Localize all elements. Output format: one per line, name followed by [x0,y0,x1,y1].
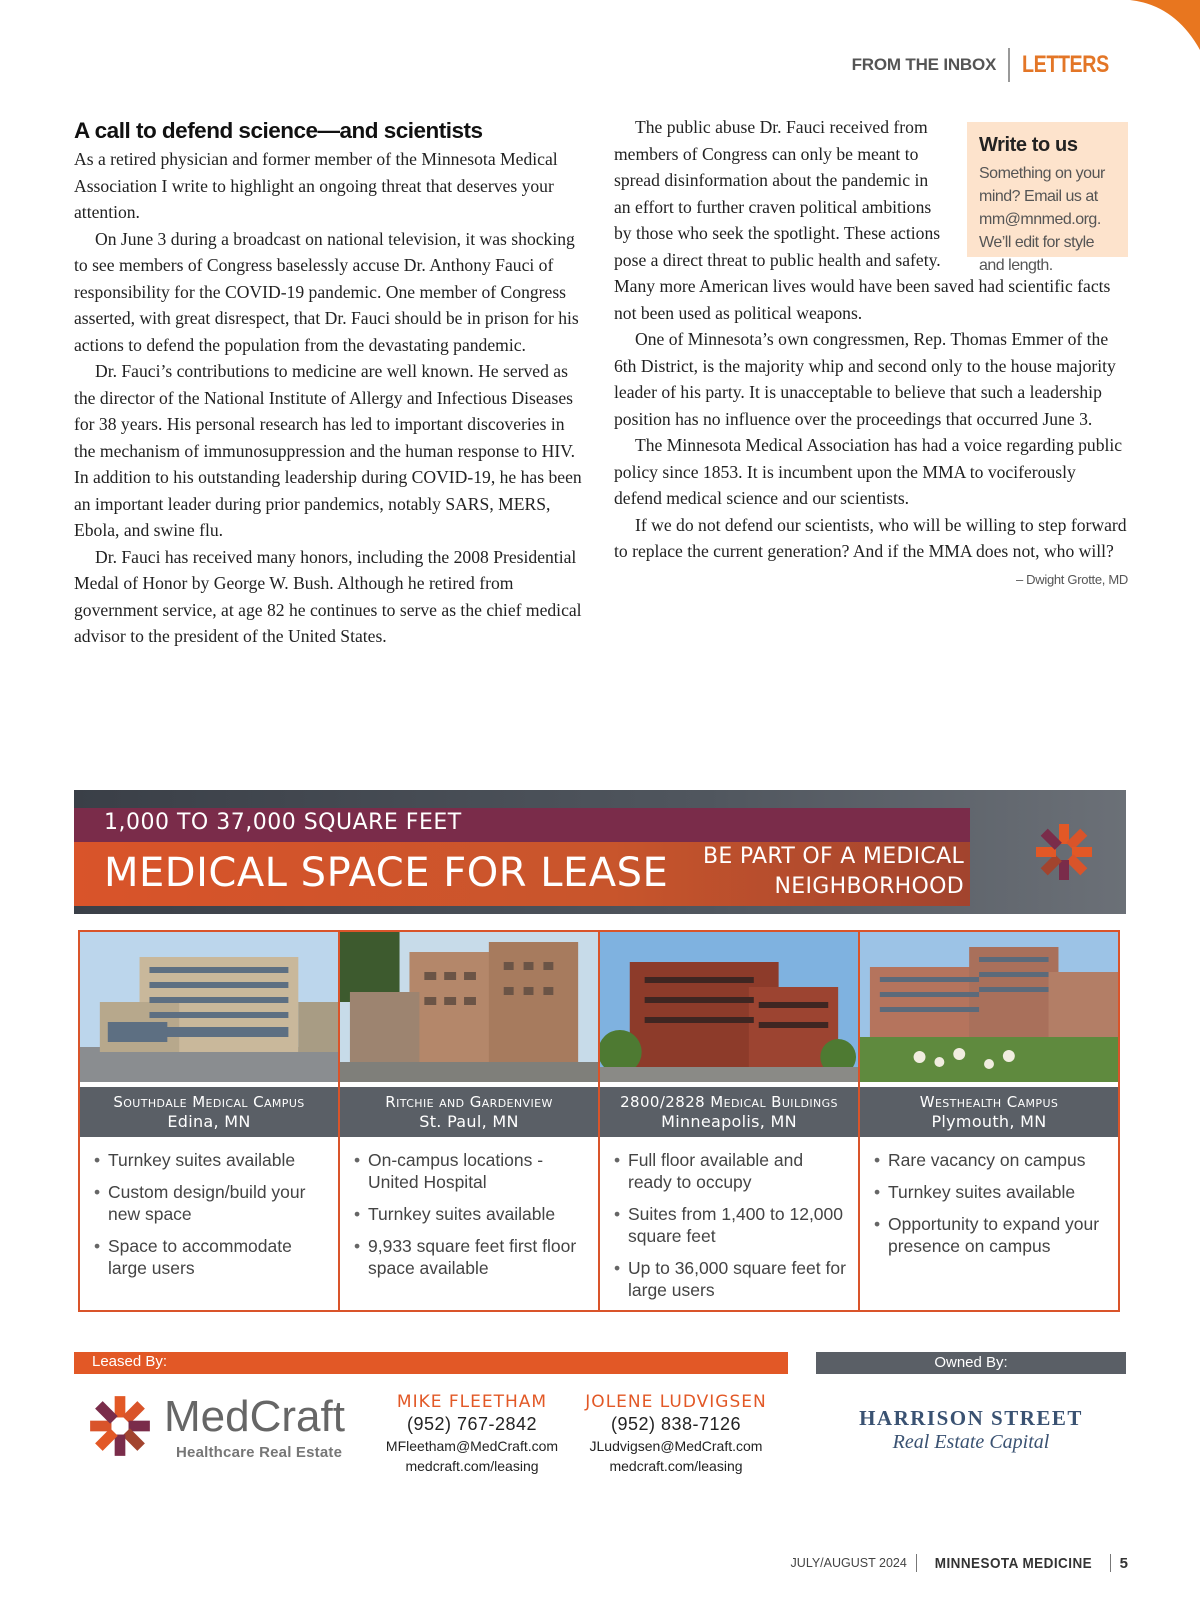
footer-divider [1110,1554,1111,1572]
campus-name: Southdale Medical Campus [113,1093,305,1111]
campus-photo [340,932,598,1082]
feature-item: • Opportunity to expand your presence on campus [888,1213,1110,1257]
feature-item: • On-campus locations - United Hospital [368,1149,590,1193]
write-to-us-box [967,122,1128,274]
medical-space-ad [74,790,1126,1490]
section-label: FROM THE INBOX [851,55,997,74]
issue-date: JULY/AUGUST 2024 [790,1556,907,1570]
running-header [852,48,1128,82]
owner-subtitle: Real Estate Capital [892,1431,1050,1453]
corner-accent [1120,0,1200,70]
campus-card [600,932,860,1310]
letter-signoff: – Dwight Grotte, MD [1015,571,1128,587]
medcraft-logo-icon [88,1394,152,1458]
campus-city: Edina, MN [167,1112,251,1131]
contact-website: medcraft.com/leasing [405,1458,539,1474]
feature-item: • Space to accommodate large users [108,1235,330,1279]
contact-card [372,1392,572,1476]
owner-name: HARRISON STREET [859,1406,1083,1430]
letter-paragraph: On June 3 during a broadcast on national television, it was shocking to see members of Congress baselessly accuse Dr. Anthony Fauci of responsibility for the COVID-19 pandemic. One member of Congress asserted, with great disrespect, that Dr. Fauci should be in prison for his actions to defend the population from the devastating pandemic. [74,228,579,355]
campus-card [80,932,340,1310]
campus-city: Minneapolis, MN [661,1112,797,1131]
campus-caption [340,1087,598,1137]
ad-banner [74,790,1126,914]
page-footer [791,1554,1128,1572]
feature-item: • Turnkey suites available [108,1149,330,1171]
write-to-us-body: Something on your mind? Email us at mm@mnmed.org. We’ll edit for style and length. [979,164,1105,274]
campus-city: St. Paul, MN [419,1112,519,1131]
page-number: 5 [1119,1554,1128,1572]
campus-cards [78,930,1120,1312]
ad-headline: MEDICAL SPACE FOR LEASE [104,850,669,896]
feature-item: • Rare vacancy on campus [888,1149,1110,1171]
campus-features [860,1149,1118,1257]
letter-headline: A call to defend science—and scientists [74,118,483,143]
campus-name: 2800/2828 Medical Buildings [620,1093,838,1111]
campus-card [860,932,1118,1310]
letter-column-right [614,114,1128,593]
letter-paragraph: Dr. Fauci has received many honors, including the 2008 Presidential Medal of Honor by George W. Bush. Although he retired from government service, at age 82 he continues to serve as the chief medical advisor to the president of the United States. [74,546,582,646]
contact-name: JOLENE LUDVIGSEN [585,1392,767,1412]
contact-card [576,1392,776,1476]
campus-caption [860,1087,1118,1137]
feature-item: • Turnkey suites available [888,1181,1110,1203]
campus-features [600,1149,858,1301]
owned-by-label: Owned By: [934,1354,1008,1371]
letter-column-left [74,114,582,650]
department-label: LETTERS [1022,51,1109,78]
contact-phone: (952) 838-7126 [610,1414,742,1434]
campus-photo [860,932,1118,1082]
size-line: 1,000 TO 37,000 SQUARE FEET [104,810,462,835]
feature-item: • Custom design/build your new space [108,1181,330,1225]
feature-item: • 9,933 square feet first floor space available [368,1235,590,1279]
logo-subtitle: Healthcare Real Estate [176,1444,343,1461]
owner-logo [816,1406,1126,1454]
headline-band [74,842,970,906]
campus-features [80,1149,338,1279]
letter-paragraph: The Minnesota Medical Association has had a voice regarding public policy since 1853. It is incumbent upon the MMA to vociferously defend medical science and our scientists. [614,435,1123,508]
medcraft-star-icon [1034,822,1094,882]
contact-website: medcraft.com/leasing [609,1458,743,1474]
feature-item: • Turnkey suites available [368,1203,590,1225]
contact-email: JLudvigsen@MedCraft.com [589,1438,763,1454]
logo-name: MedCraft [164,1392,345,1441]
header-divider [1008,48,1010,82]
contact-name: MIKE FLEETHAM [396,1392,548,1412]
size-band [74,808,970,842]
letter-paragraph: One of Minnesota’s own congressmen, Rep. Thomas Emmer of the 6th District, is the majority whip and second only to the house majority leader of his party. It is unacceptable to believe that such a leadership position has no influence over the proceedings that occurred June 3. [614,329,1116,429]
campus-photo [80,932,338,1082]
campus-caption [600,1087,858,1137]
leased-by-bar [74,1352,788,1374]
leased-by-label: Leased By: [92,1353,168,1370]
magazine-name: MINNESOTA MEDICINE [934,1554,1092,1572]
letter-paragraph: Dr. Fauci’s contributions to medicine are well known. He served as the director of the National Institute of Allergy and Infectious Diseases for 38 years. His personal research has led to important discoveries in the mechanism of immunosuppression and the human response to HIV. In addition to his outstanding leadership during COVID-19, he has been an important leader during prior pandemics, notably SARS, MERS, Ebola, and swine flu. [74,361,582,540]
campus-card [340,932,600,1310]
campus-city: Plymouth, MN [931,1112,1047,1131]
contact-phone: (952) 767-2842 [406,1414,538,1434]
owned-by-bar [816,1352,1126,1374]
letter-paragraph: The public abuse Dr. Fauci received from members of Congress can only be meant to spread disinformation about the pandemic in an effort to further craven political ambitions by those who seek the spotlight. These actions pose a direct threat to public health and safety. Many more American lives would have been saved had scientific facts not been used as political weapons. [614,117,1111,323]
tagline-line-2: NEIGHBORHOOD [774,874,964,899]
ad-tagline [703,842,964,902]
campus-name: Ritchie and Gardenview [385,1093,553,1111]
campus-photo [600,932,858,1082]
feature-item: • Suites from 1,400 to 12,000 square feet [628,1203,850,1247]
campus-name: Westhealth Campus [919,1093,1059,1111]
letter-paragraph: If we do not defend our scientists, who will be willing to step forward to replace the current generation? And if the MMA does not, who will? [614,514,1127,561]
footer-divider [916,1554,917,1572]
campus-features [340,1149,598,1279]
feature-item: • Up to 36,000 square feet for large users [628,1257,850,1301]
medcraft-logo [88,1390,388,1470]
write-to-us-title: Write to us [979,134,1078,156]
feature-item: • Full floor available and ready to occupy [628,1149,850,1193]
tagline-line-1: BE PART OF A MEDICAL [703,844,964,869]
letter-paragraph: As a retired physician and former member of the Minnesota Medical Association I write to highlight an ongoing threat that deserves your attention. [74,149,558,222]
campus-caption [80,1087,338,1137]
contact-email: MFleetham@MedCraft.com [385,1438,559,1454]
